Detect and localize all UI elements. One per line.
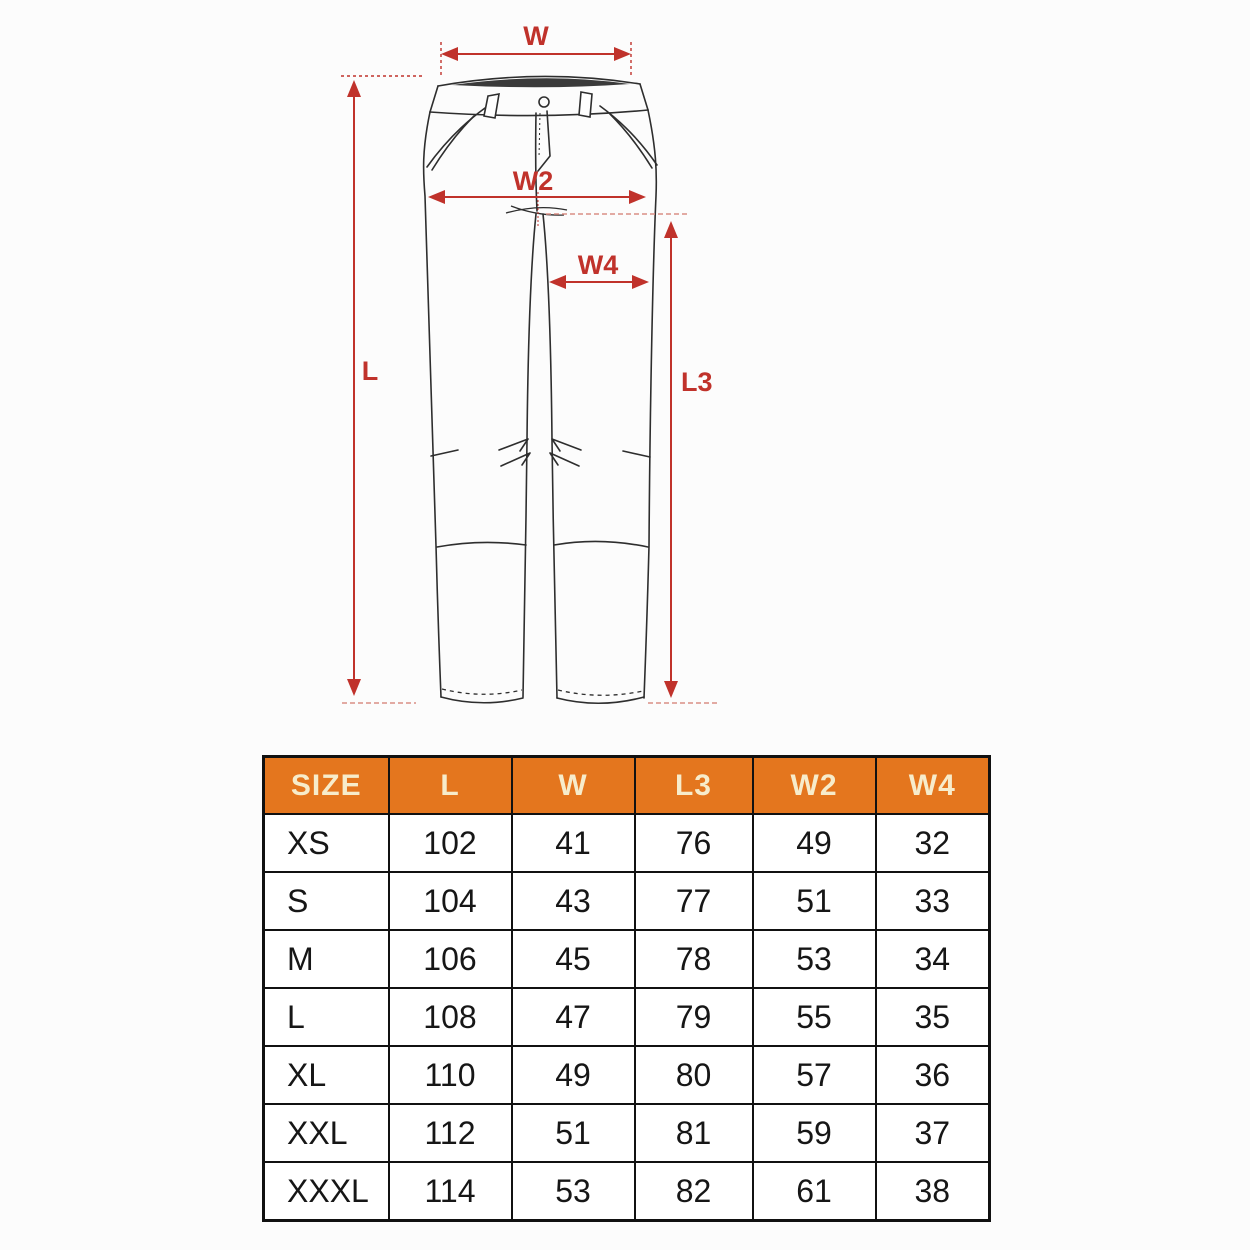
cell-value: 53	[753, 930, 876, 988]
l3-dimension-arrow	[648, 221, 720, 703]
cell-value: 55	[753, 988, 876, 1046]
cell-value: 78	[635, 930, 753, 988]
cell-value: 82	[635, 1162, 753, 1221]
cell-value: 41	[512, 814, 635, 872]
table-row	[264, 814, 990, 872]
cell-value: 37	[876, 1104, 990, 1162]
belt-loop-left-icon	[484, 94, 499, 118]
cell-value: 36	[876, 1046, 990, 1104]
cell-value: 104	[389, 872, 512, 930]
size-label: M	[264, 930, 389, 988]
cell-value: 49	[512, 1046, 635, 1104]
col-header-l3: L3	[635, 757, 753, 815]
knee-seam-right	[554, 541, 648, 547]
cell-value: 53	[512, 1162, 635, 1221]
cell-value: 34	[876, 930, 990, 988]
cell-value: 45	[512, 930, 635, 988]
pocket-left	[427, 108, 485, 170]
cell-value: 33	[876, 872, 990, 930]
cell-value: 77	[635, 872, 753, 930]
table-row	[264, 930, 990, 988]
dim-label-w2: W2	[512, 166, 554, 196]
size-label: L	[264, 988, 389, 1046]
cell-value: 47	[512, 988, 635, 1046]
col-header-w: W	[512, 757, 635, 815]
table-header-row	[264, 757, 990, 815]
size-label: XXXL	[264, 1162, 389, 1221]
col-header-size: SIZE	[264, 757, 389, 815]
col-header-w2: W2	[753, 757, 876, 815]
knee-seam-left	[437, 542, 526, 547]
dim-label-w: W	[523, 21, 549, 51]
cell-value: 108	[389, 988, 512, 1046]
table-row	[264, 1162, 990, 1221]
col-header-w4: W4	[876, 757, 990, 815]
cell-value: 112	[389, 1104, 512, 1162]
cell-value: 51	[753, 872, 876, 930]
belt-loop-right-icon	[579, 92, 592, 117]
cell-value: 43	[512, 872, 635, 930]
cell-value: 79	[635, 988, 753, 1046]
cell-value: 81	[635, 1104, 753, 1162]
button-icon	[539, 97, 549, 107]
cell-value: 38	[876, 1162, 990, 1221]
size-label: XL	[264, 1046, 389, 1104]
cell-value: 80	[635, 1046, 753, 1104]
cell-value: 61	[753, 1162, 876, 1221]
cell-value: 59	[753, 1104, 876, 1162]
knee-darts	[431, 439, 650, 466]
dim-label-l3: L3	[681, 367, 713, 397]
leg-right-outer-seam	[644, 110, 656, 698]
hem-left	[441, 689, 523, 703]
cell-value: 106	[389, 930, 512, 988]
l-dimension-arrow	[341, 76, 424, 703]
cell-value: 32	[876, 814, 990, 872]
cell-value: 51	[512, 1104, 635, 1162]
dim-label-l: L	[361, 356, 379, 386]
cell-value: 110	[389, 1046, 512, 1104]
size-label: XS	[264, 814, 389, 872]
cell-value: 114	[389, 1162, 512, 1221]
table-row	[264, 988, 990, 1046]
cell-value: 49	[753, 814, 876, 872]
dim-label-w4: W4	[577, 250, 619, 280]
size-table	[262, 755, 991, 1222]
table-row	[264, 872, 990, 930]
size-label: S	[264, 872, 389, 930]
cell-value: 102	[389, 814, 512, 872]
cell-value: 76	[635, 814, 753, 872]
table-row	[264, 1104, 990, 1162]
table-row	[264, 1046, 990, 1104]
col-header-l: L	[389, 757, 512, 815]
size-label: XXL	[264, 1104, 389, 1162]
hem-right	[557, 690, 644, 703]
cell-value: 57	[753, 1046, 876, 1104]
cell-value: 35	[876, 988, 990, 1046]
